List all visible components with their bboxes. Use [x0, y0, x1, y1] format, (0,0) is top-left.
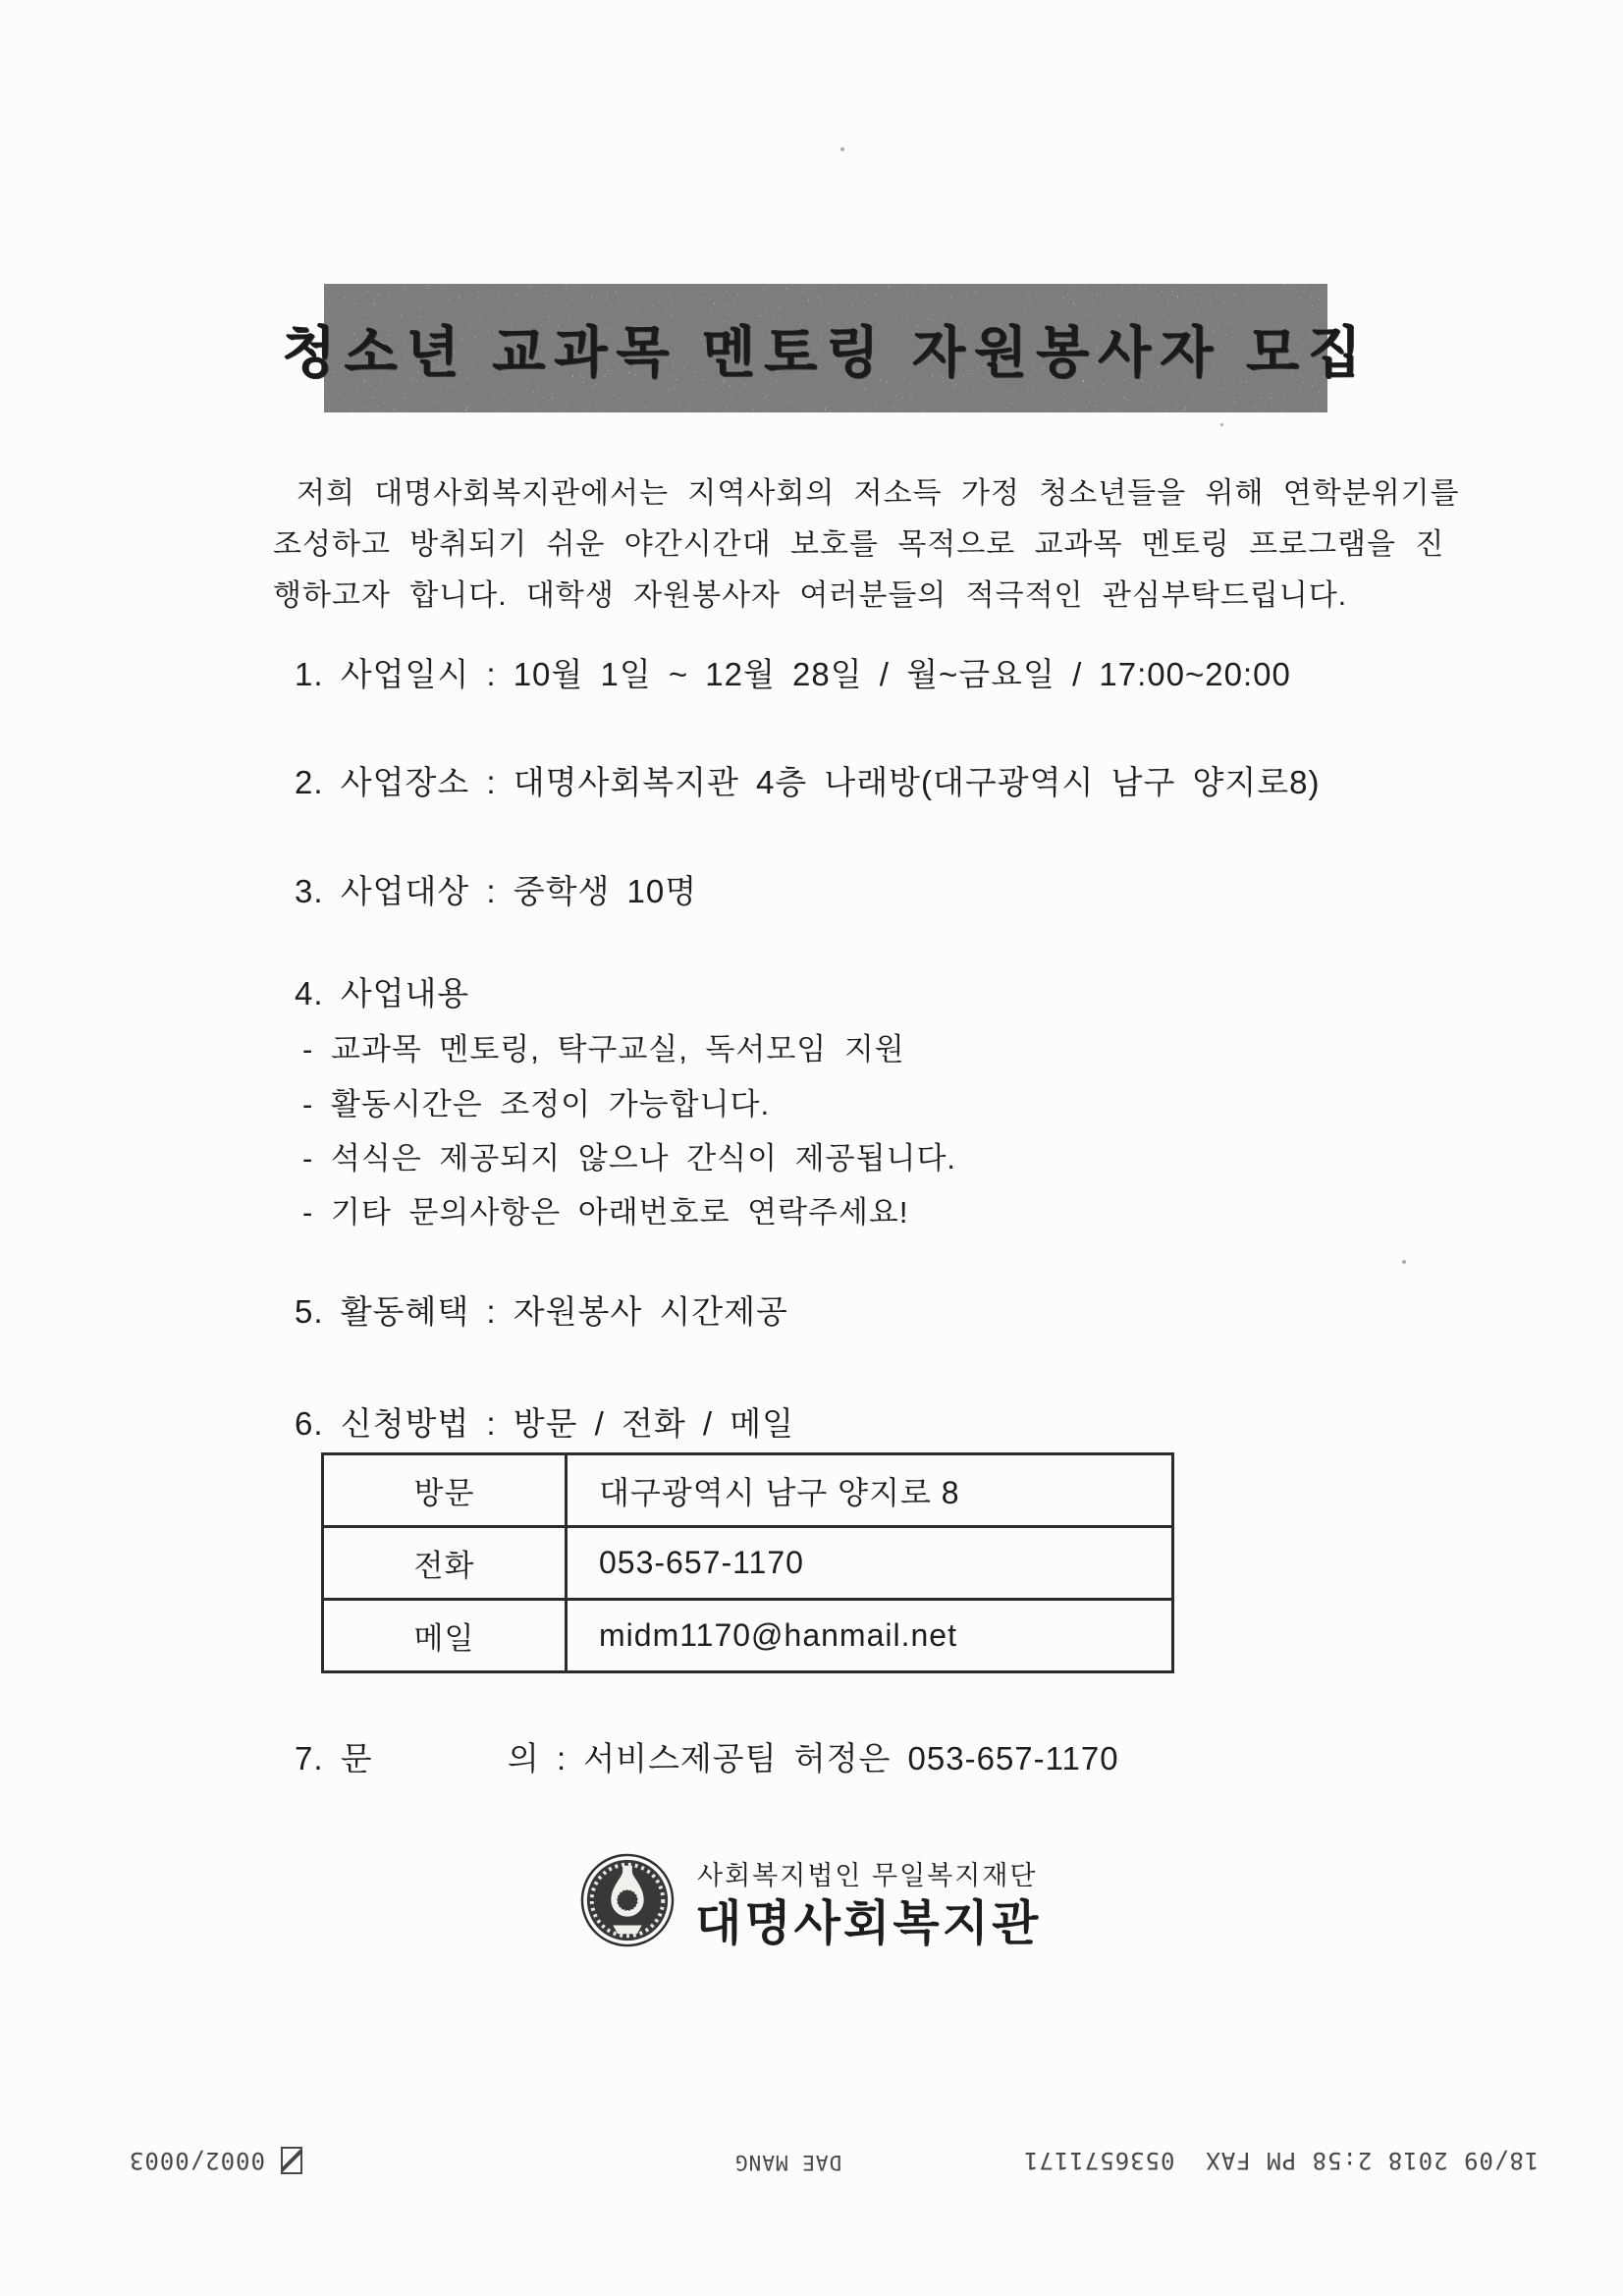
table-label-phone: 전화: [323, 1527, 567, 1600]
scan-speck: [1220, 423, 1223, 426]
organization-emblem-icon: [579, 1852, 676, 1948]
intro-line: 행하고자 합니다. 대학생 자원봉사자 여러분들의 적극적인 관심부탁드립니다.: [273, 579, 1348, 612]
fax-page-counter: [120, 2147, 302, 2174]
scan-speck: [1402, 1260, 1406, 1264]
scan-speck: [840, 147, 844, 151]
title-banner: [282, 284, 1370, 412]
table-label-visit: 방문: [323, 1454, 567, 1527]
table-value-phone: 053-657-1170: [567, 1527, 1173, 1600]
item-location: 2. 사업장소 : 대명사회복지관 4층 나래방(대구광역시 남구 양지로8): [295, 764, 1321, 800]
item-inquiry: 7. 문 의 : 서비스제공팀 허정은 053-657-1170: [295, 1740, 1119, 1777]
table-value-address: 대구광역시 남구 양지로 8: [567, 1454, 1173, 1527]
item-apply-method: 6. 신청방법 : 방문 / 전화 / 메일: [295, 1405, 794, 1442]
item-schedule: 1. 사업일시 : 10월 1일 ~ 12월 28일 / 월~금요일 / 17:00~20:00: [295, 656, 1291, 692]
organization-logo: [579, 1846, 1090, 1954]
contact-table: [321, 1452, 1174, 1673]
content-bullet: - 석식은 제공되지 않으나 간식이 제공됩니다.: [302, 1141, 957, 1175]
content-bullet: - 교과목 멘토링, 탁구교실, 독서모임 지원: [302, 1032, 905, 1066]
fax-page-icon: [281, 2147, 302, 2174]
table-row: [323, 1527, 1173, 1600]
logo-foundation-name: 사회복지법인 무일복지재단: [697, 1861, 1038, 1890]
page-title: 청소년 교과목 멘토링 자원봉사자 모집: [282, 320, 1370, 383]
logo-center-name: 대명사회복지관: [695, 1897, 1042, 1950]
intro-line: 저희 대명사회복지관에서는 지역사회의 저소득 가정 청소년들을 위해 연학분위기를: [297, 477, 1460, 510]
intro-paragraph: [273, 468, 1460, 622]
item-target: 3. 사업대상 : 중학생 10명: [295, 873, 698, 909]
item-benefit: 5. 활동혜택 : 자원봉사 시간제공: [295, 1293, 788, 1330]
content-bullet: - 기타 문의사항은 아래번호로 연락주세요!: [302, 1195, 909, 1230]
fax-datetime: 18/09 2018 2:58 PM FAX 0536571171: [1023, 2147, 1540, 2174]
table-row: [323, 1600, 1173, 1672]
intro-line: 조성하고 방취되기 쉬운 야간시간대 보호를 목적으로 교과목 멘토링 프로그램을 진: [273, 528, 1445, 561]
content-bullet: - 활동시간은 조정이 가능합니다.: [302, 1087, 771, 1121]
table-value-email: midm1170@hanmail.net: [567, 1600, 1173, 1672]
item-content-title: 4. 사업내용: [295, 975, 470, 1011]
table-row: [323, 1454, 1173, 1527]
fax-page-count: 0002/0003: [128, 2147, 265, 2174]
table-label-email: 메일: [323, 1600, 567, 1672]
fax-sender: DAE MANG: [734, 2151, 842, 2174]
